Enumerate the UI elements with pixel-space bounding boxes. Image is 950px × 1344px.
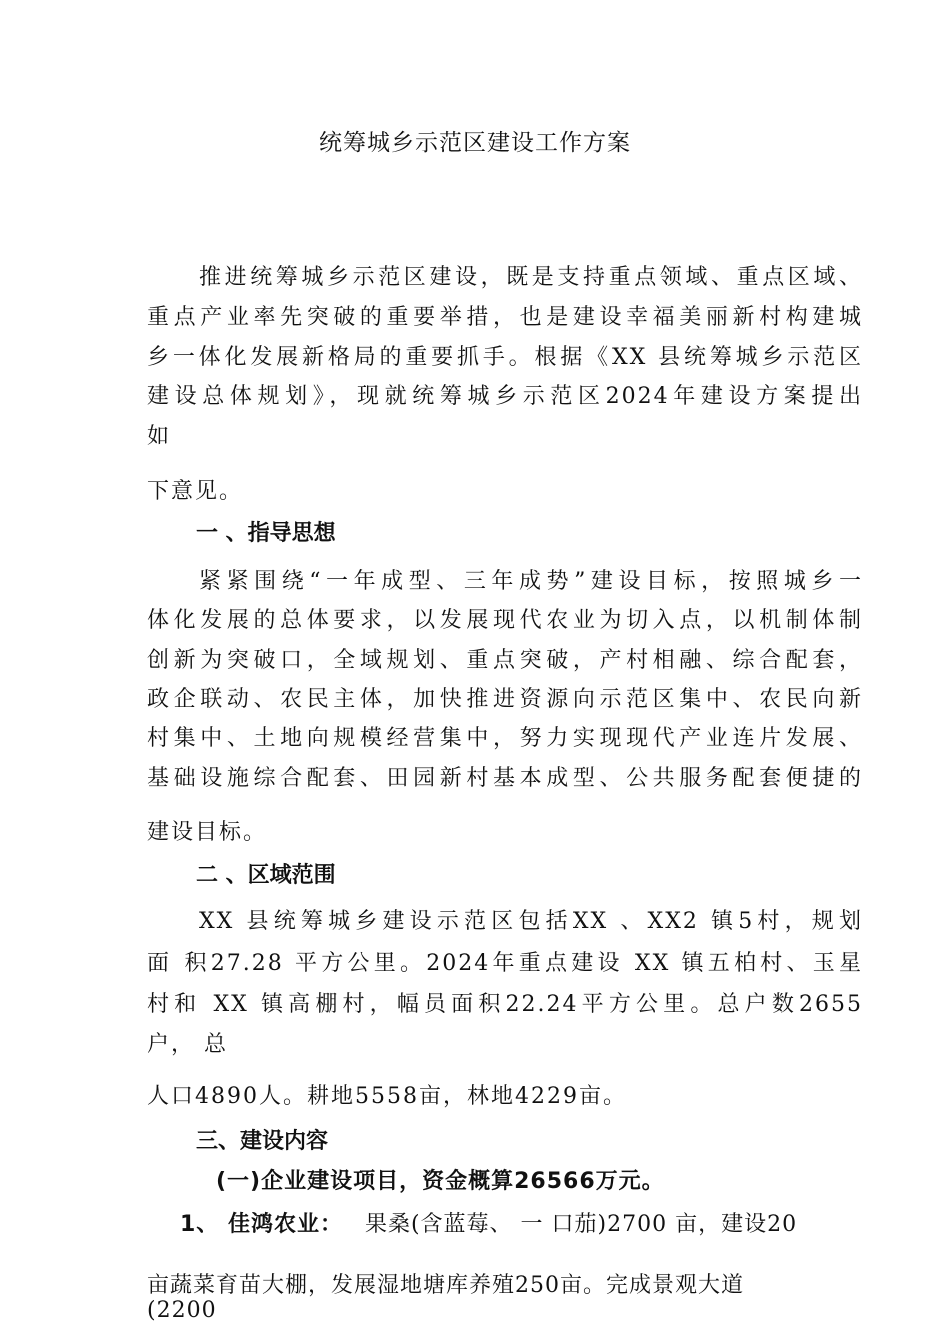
section1-line-2: 体化发展的总体要求，以发展现代农业为切入点，以机制体制 <box>147 608 863 633</box>
section3-heading: 三、建设内容 <box>196 1129 329 1154</box>
document-title: 统筹城乡示范区建设工作方案 <box>319 130 631 156</box>
section1-line-1: 紧紧围绕“一年成型、三年成势”建设目标，按照城乡一 <box>199 569 863 594</box>
section2-tail: 人口4890人。耕地5558亩，林地4229亩。 <box>147 1084 627 1109</box>
section1-line-3: 创新为突破口，全域规划、重点突破，产村相融、综合配套， <box>147 648 863 673</box>
intro-line-2: 重点产业率先突破的重要举措，也是建设幸福美丽新村构建城 <box>147 305 863 330</box>
section1-tail: 建设目标。 <box>147 820 268 845</box>
section2-line-4: 户， 总 <box>147 1032 228 1057</box>
intro-line-4: 建设总体规划》，现就统筹城乡示范区2024年建设方案提出 <box>147 384 863 409</box>
section3-tail-line-1: 亩蔬菜育苗大棚，发展湿地塘库养殖250亩。完成景观大道 <box>147 1273 744 1298</box>
section2-heading: 二 、区域范围 <box>196 863 336 888</box>
section2-line-2: 面 积27.28 平方公里。2024年重点建设 XX 镇五柏村、玉星 <box>147 951 863 976</box>
section3-item-1 <box>180 1207 863 1238</box>
section3-tail-line-2: (2200 <box>147 1298 217 1323</box>
section1-heading: 一 、指导思想 <box>196 521 336 546</box>
item-1-label: 1、 佳鸿农业： <box>180 1212 343 1237</box>
section3-subheading: (一)企业建设项目，资金概算26566万元。 <box>216 1169 665 1194</box>
intro-tail: 下意见。 <box>147 479 244 504</box>
item-1-text: 果桑(含蓝莓、 一 口茄)2700 亩，建设20 <box>364 1212 798 1237</box>
intro-line-1: 推进统筹城乡示范区建设，既是支持重点领域、重点区域、 <box>199 265 863 290</box>
section1-line-6: 基础设施综合配套、田园新村基本成型、公共服务配套便捷的 <box>147 766 863 791</box>
section2-line-1: XX 县统筹城乡建设示范区包括XX 、XX2 镇5村，规划 <box>199 909 863 934</box>
intro-line-5: 如 <box>147 424 172 449</box>
intro-line-3: 乡一体化发展新格局的重要抓手。根据《XX 县统筹城乡示范区 <box>147 345 863 370</box>
section1-line-5: 村集中、土地向规模经营集中，努力实现现代产业连片发展、 <box>147 726 863 751</box>
section1-line-4: 政企联动、农民主体，加快推进资源向示范区集中、农民向新 <box>147 687 863 712</box>
section2-line-3: 村和 XX 镇高棚村，幅员面积22.24平方公里。总户数2655 <box>147 992 863 1017</box>
